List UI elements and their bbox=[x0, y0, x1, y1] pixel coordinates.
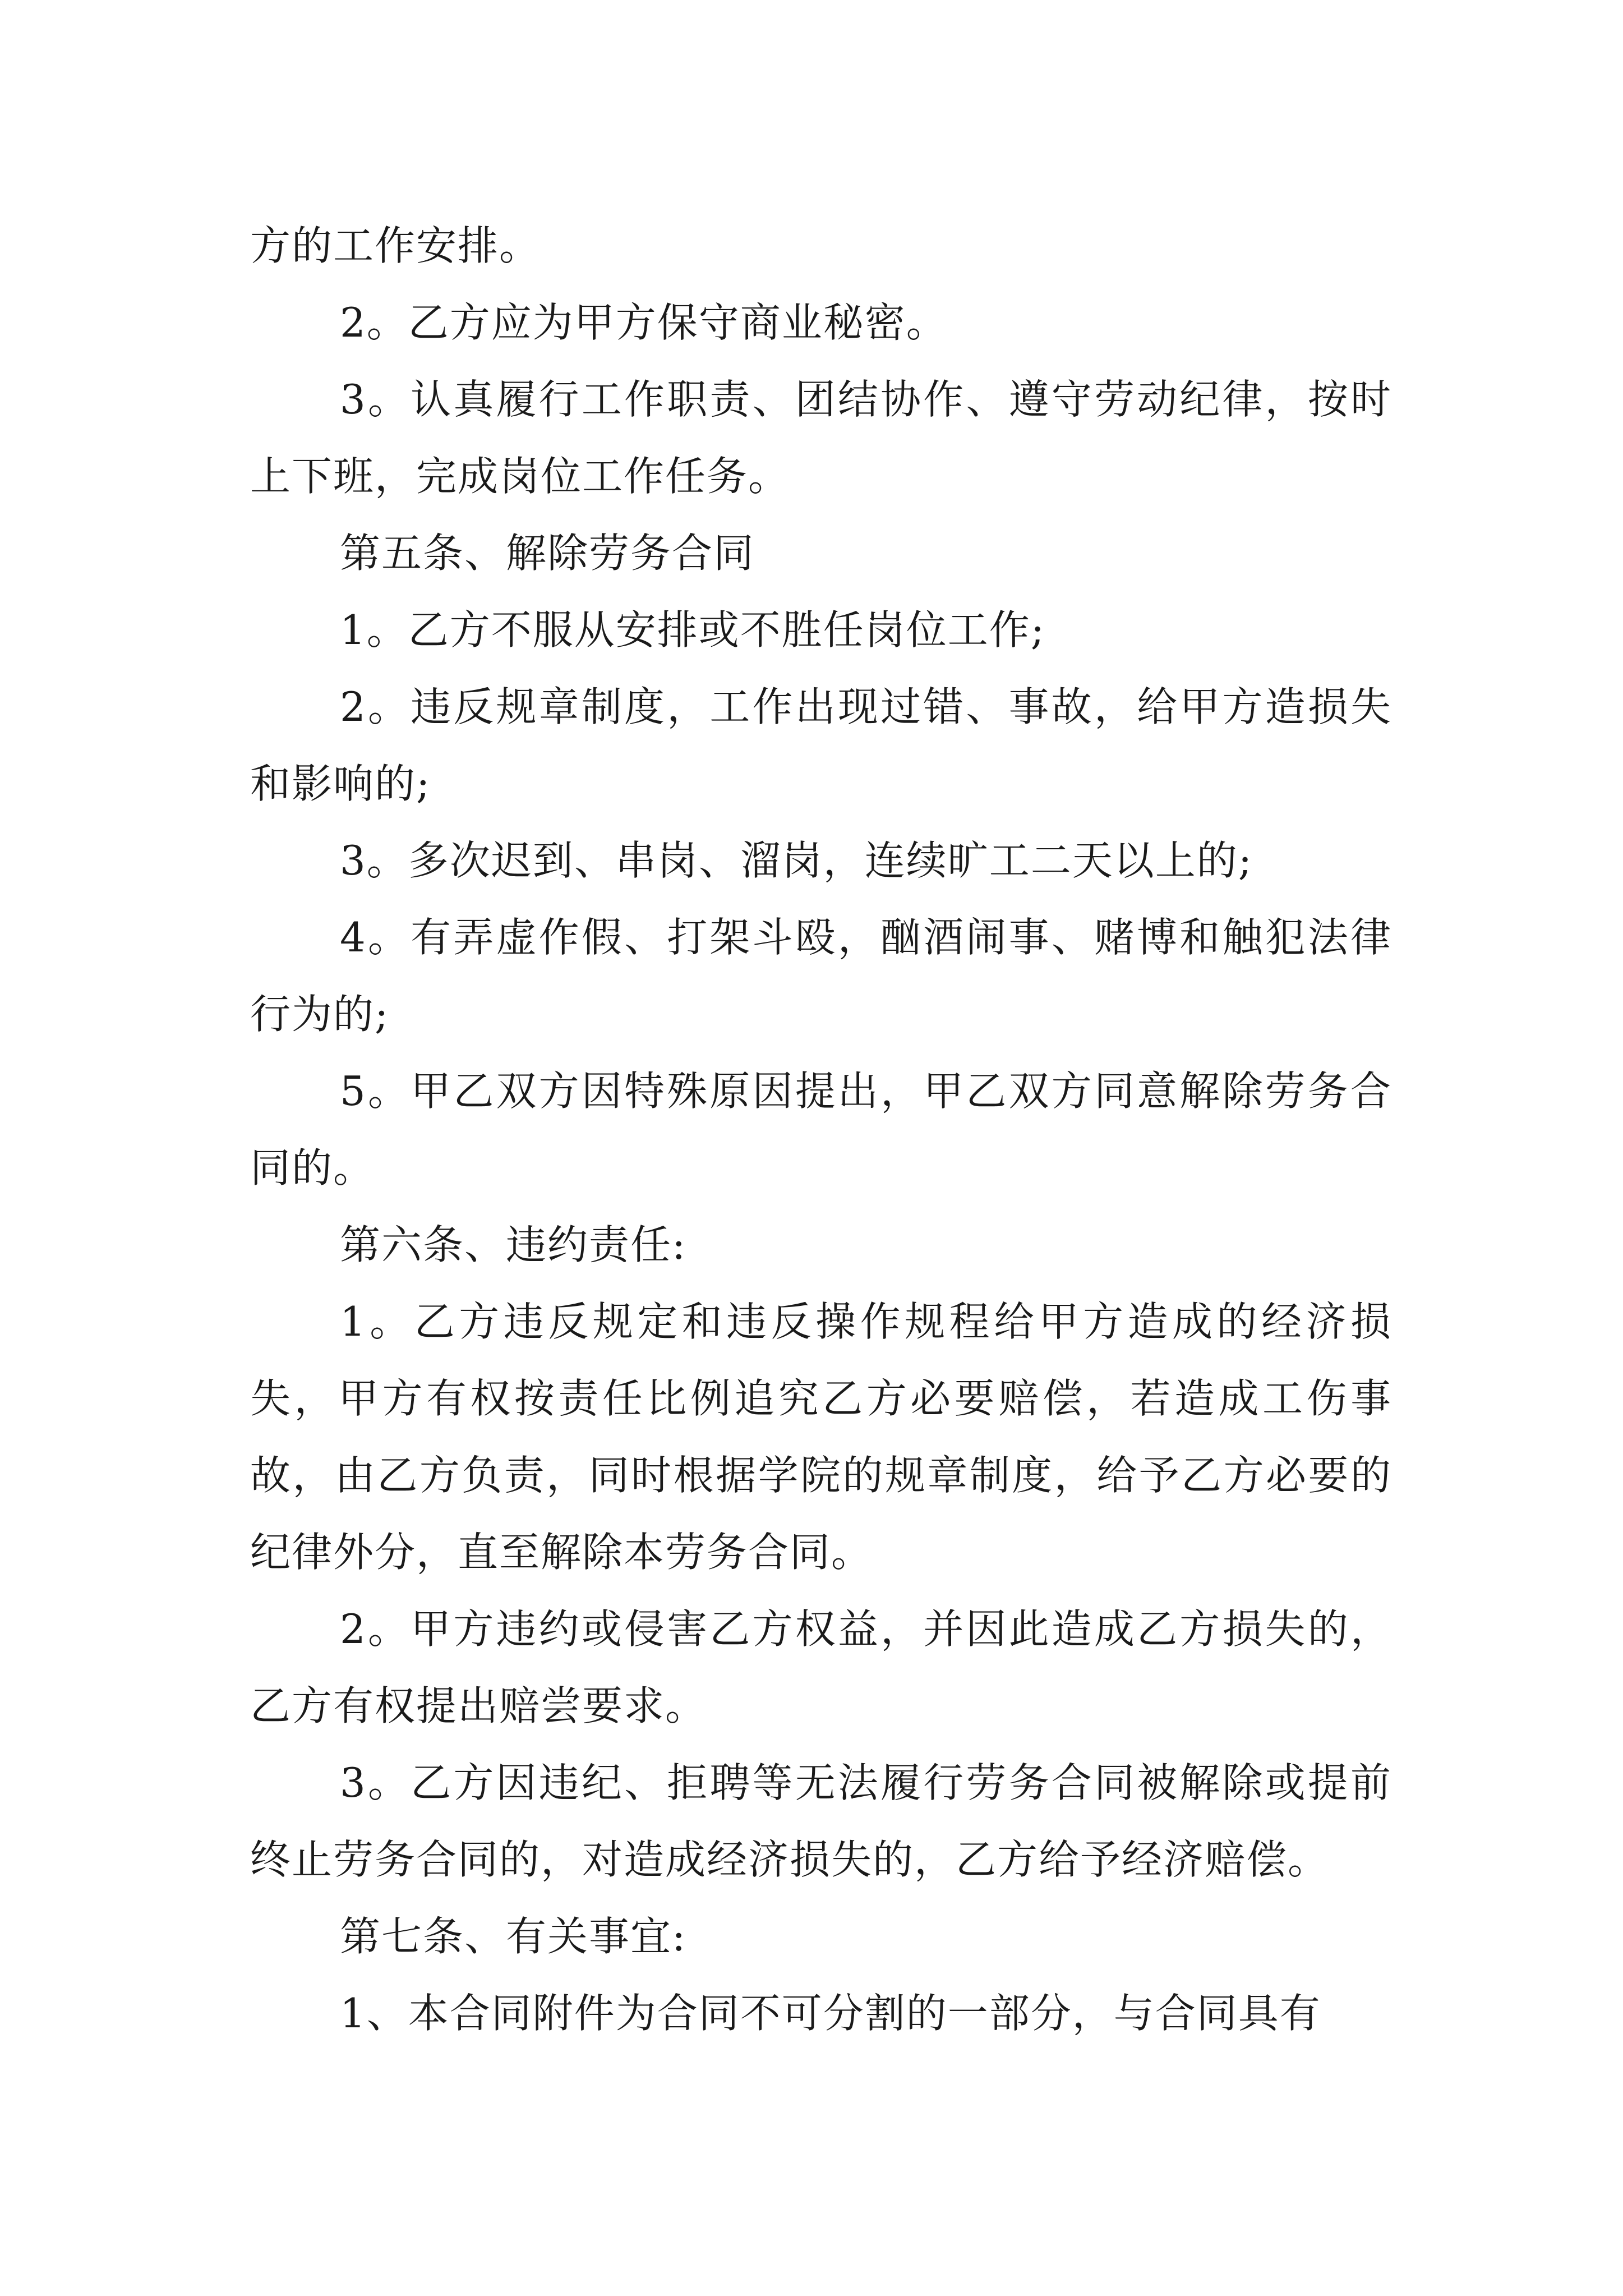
paragraph-perform-duties: 3。认真履行工作职责、团结协作、遵守劳动纪律，按时上下班，完成岗位工作任务。 bbox=[250, 376, 1392, 500]
paragraph-article-6-item-2: 2。甲方违约或侵害乙方权益，并因此造成乙方损失的，乙方有权提出赔尝要求。 bbox=[250, 1605, 1392, 1729]
paragraph-article-5-item-2: 2。违反规章制度，工作出现过错、事故，给甲方造损失和影响的; bbox=[250, 683, 1392, 807]
paragraph-article-5-item-4: 4。有弄虚作假、打架斗殴，酗酒闹事、赌博和触犯法律行为的; bbox=[250, 914, 1392, 1038]
paragraph-article-7-item-1: 1、本合同附件为合同不可分割的一部分，与合同具有 bbox=[340, 1990, 1321, 2037]
paragraph-article-6-item-3: 3。乙方因违纪、拒聘等无法履行劳务合同被解除或提前终止劳务合同的，对造成经济损失的，乙方给予经济赔偿。 bbox=[250, 1759, 1392, 1883]
paragraph-article-6-item-1: 1。乙方违反规定和违反操作规程给甲方造成的经济损失，甲方有权按责任比例追究乙方必要赔偿，若造成工伤事故，由乙方负责，同时根据学院的规章制度，给予乙方必要的纪律外分，直至解除本劳务合同。 bbox=[250, 1298, 1392, 1576]
heading-article-5: 第五条、解除劳务合同 bbox=[340, 530, 755, 577]
paragraph-article-5-item-1: 1。乙方不服从安排或不胜任岗位工作; bbox=[340, 606, 1046, 654]
heading-article-6: 第六条、违约责任: bbox=[340, 1221, 687, 1268]
paragraph-article-5-item-5: 5。甲乙双方因特殊原因提出，甲乙双方同意解除劳务合同的。 bbox=[250, 1068, 1392, 1191]
contract-body bbox=[250, 208, 1392, 2052]
paragraph-article-5-item-3: 3。多次迟到、串岗、溜岗，连续旷工二天以上的; bbox=[340, 837, 1253, 884]
paragraph-work-arrangement-end: 方的工作安排。 bbox=[250, 222, 541, 269]
paragraph-keep-trade-secrets: 2。乙方应为甲方保守商业秘密。 bbox=[340, 299, 948, 346]
heading-article-7: 第七条、有关事宜: bbox=[340, 1913, 687, 1960]
